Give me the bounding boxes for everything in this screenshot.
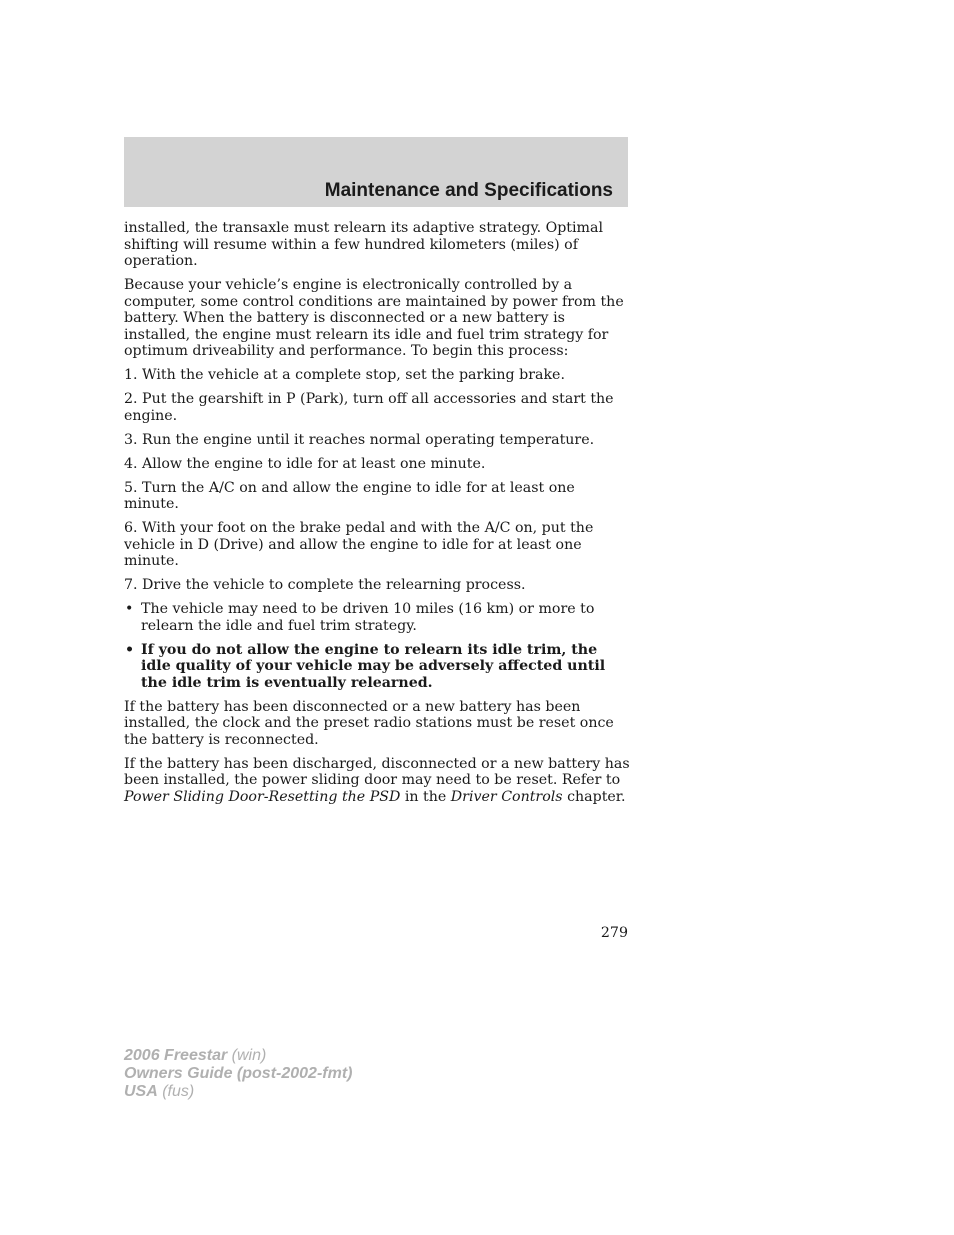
footer-line-model bbox=[124, 1047, 352, 1065]
paragraph-battery-relearn: Because your vehicle’s engine is electronically controlled by a computer, some control conditions are maintained by power from the battery. When the battery is disconnected or a new battery is installed, the engine must relearn its idle and fuel trim strategy for optimum driveability and performance. To begin this process: bbox=[124, 277, 624, 359]
paragraph-intro: installed, the transaxle must relearn its adaptive strategy. Optimal shifting will resume within a few hundred kilometers (miles) of operation. bbox=[124, 220, 603, 269]
footer-model-variant: (win) bbox=[227, 1047, 267, 1064]
footer-line-market bbox=[124, 1083, 352, 1101]
step-7: 7. Drive the vehicle to complete the relearning process. bbox=[124, 577, 526, 593]
bullet-item bbox=[124, 601, 630, 634]
step-1: 1. With the vehicle at a complete stop, set the parking brake. bbox=[124, 367, 565, 383]
sliding-door-text-end: chapter. bbox=[562, 788, 626, 805]
footer-market-name: USA bbox=[124, 1083, 158, 1100]
reference-driver-controls: Driver Controls bbox=[450, 788, 563, 805]
section-title: Maintenance and Specifications bbox=[324, 180, 613, 201]
step-3: 3. Run the engine until it reaches normal operating temperature. bbox=[124, 431, 595, 448]
bullet-item-warning bbox=[124, 642, 630, 692]
sliding-door-text-middle: in the bbox=[400, 788, 451, 805]
paragraph-clock-radio: If the battery has been disconnected or a new battery has been installed, the clock and the preset radio stations must be reset once the battery is reconnected. bbox=[124, 698, 614, 748]
page-number: 279 bbox=[600, 925, 628, 941]
step-6: 6. With your foot on the brake pedal and with the A/C on, put the vehicle in D (Drive) and allow the engine to idle for at least one minute. bbox=[124, 520, 594, 569]
step-2: 2. Put the gearshift in P (Park), turn off all accessories and start the engine. bbox=[124, 391, 614, 424]
sliding-door-text-start: If the battery has been discharged, disconnected or a new battery has been installed, the power sliding door may need to be reset. Refer to bbox=[124, 755, 630, 788]
section-header-band bbox=[124, 137, 628, 207]
footer-line-guide: Owners Guide (post-2002-fmt) bbox=[124, 1065, 353, 1082]
document-footer bbox=[124, 1047, 352, 1101]
footer-model-name: 2006 Freestar bbox=[124, 1047, 228, 1064]
step-5: 5. Turn the A/C on and allow the engine to idle for at least one minute. bbox=[124, 479, 575, 512]
reference-psd-reset: Power Sliding Door-Resetting the PSD bbox=[124, 788, 401, 805]
footer-market-code: (fus) bbox=[157, 1083, 195, 1100]
paragraph-sliding-door bbox=[124, 756, 630, 806]
bullet-warning-text: If you do not allow the engine to relearn its idle trim, the idle quality of your vehicle may be adversely affected until the idle trim is eventually relearned. bbox=[141, 641, 606, 691]
page-body bbox=[124, 220, 630, 813]
bullet-dot: • bbox=[125, 601, 134, 617]
bullet-dot: • bbox=[125, 641, 135, 658]
bullet-text: The vehicle may need to be driven 10 miles (16 km) or more to relearn the idle and fuel trim strategy. bbox=[141, 601, 595, 634]
step-4: 4. Allow the engine to idle for at least one minute. bbox=[124, 455, 486, 472]
